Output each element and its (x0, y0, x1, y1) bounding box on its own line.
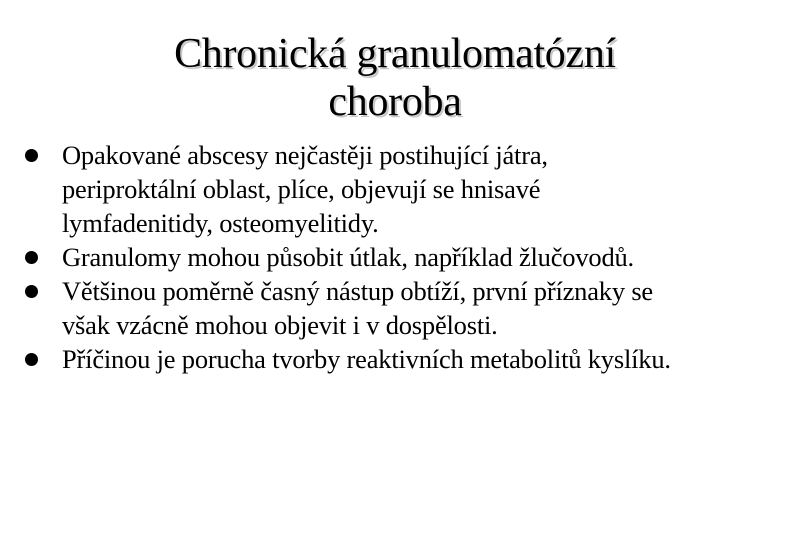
bullet-icon (25, 149, 38, 162)
bullet-item-recurrent-abscesses (0, 138, 810, 240)
slide-title-line-2: choroba (328, 79, 462, 125)
bullet-text-line: však vzácně mohou objevit i v dospělosti. (62, 310, 498, 340)
bullet-text-line: Příčinou je porucha tvorby reaktivních metabolitů kyslíku. (62, 344, 671, 374)
bullet-text-line: lymfadenitidy, osteomyelitidy. (62, 208, 379, 238)
bullet-list (0, 138, 810, 376)
bullet-text-line: Granulomy mohou působit útlak, například žlučovodů. (62, 242, 634, 272)
bullet-icon (25, 285, 38, 298)
bullet-icon (25, 251, 38, 264)
bullet-item-onset (0, 274, 810, 342)
slide-title (150, 30, 640, 126)
bullet-text-line: Opakované abscesy nejčastěji postihující játra, (62, 140, 548, 170)
bullet-text-line: Většinou poměrně časný nástup obtíží, první příznaky se (62, 276, 653, 306)
bullet-text-line: periproktální oblast, plíce, objevují se hnisavé (62, 174, 541, 204)
slide-title-line-1: Chronická granulomatózní (174, 31, 616, 77)
bullet-item-cause (0, 342, 810, 376)
bullet-item-granulomas (0, 240, 810, 274)
bullet-icon (25, 353, 38, 366)
